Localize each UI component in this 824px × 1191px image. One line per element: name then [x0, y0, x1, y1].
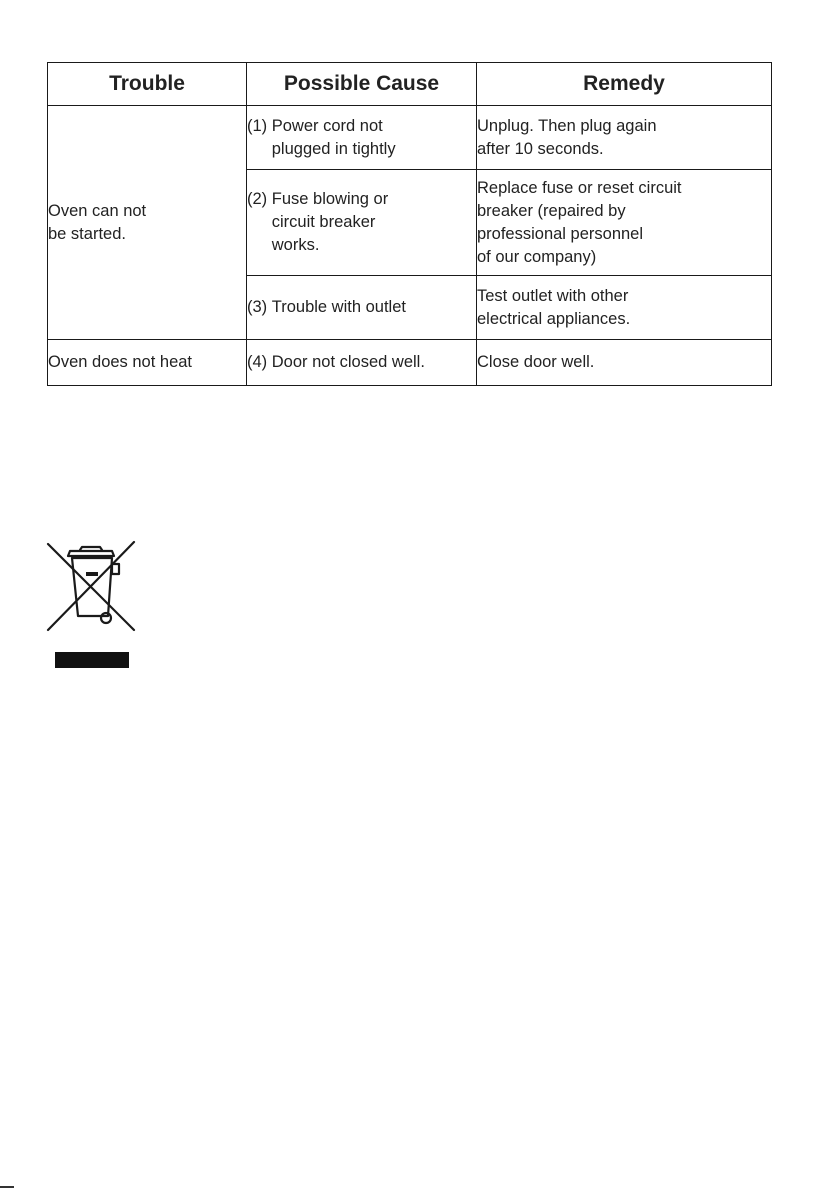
cause-cell — [247, 170, 477, 276]
header-possible-cause: Possible Cause — [247, 63, 477, 106]
remedy-text-line: after 10 seconds. — [477, 139, 604, 158]
trouble-text-line: be started. — [48, 224, 126, 243]
cause-cell — [247, 106, 477, 170]
cause-text-line: works. — [271, 236, 320, 254]
trouble-cell — [48, 106, 247, 340]
cause-number: (3) — [247, 298, 272, 316]
weee-underline-bar — [55, 652, 129, 668]
cause-text-line: Power cord not — [271, 116, 383, 135]
remedy-text-line: Replace fuse or reset circuit — [477, 178, 682, 197]
remedy-text-line: electrical appliances. — [477, 309, 631, 328]
cause-text-line: plugged in tightly — [271, 139, 396, 158]
crossed-out-wheelie-bin-icon — [40, 538, 140, 634]
cause-number: (4) — [247, 353, 272, 371]
cause-text-line: circuit breaker — [271, 213, 376, 231]
trouble-text-line: Oven can not — [48, 201, 147, 220]
remedy-cell — [477, 106, 772, 170]
cause-number: (2) — [247, 190, 272, 208]
remedy-text-line: professional personnel — [477, 224, 644, 243]
cause-text-line: Trouble with outlet — [271, 298, 406, 316]
header-remedy: Remedy — [477, 63, 772, 106]
cause-cell — [247, 340, 477, 386]
troubleshooting-table — [47, 62, 772, 386]
cause-number: (1) — [247, 116, 272, 135]
remedy-cell — [477, 170, 772, 276]
remedy-cell — [477, 276, 772, 340]
remedy-text-line: Close door well. — [477, 353, 595, 371]
table-row — [48, 340, 772, 386]
trouble-cell: Oven does not heat — [48, 340, 247, 386]
scan-mark — [0, 1186, 14, 1188]
remedy-cell — [477, 340, 772, 386]
cause-cell — [247, 276, 477, 340]
table-row — [48, 106, 772, 170]
table-header-row — [48, 63, 772, 106]
cause-text-line: Door not closed well. — [271, 353, 425, 371]
remedy-text-line: breaker (repaired by — [477, 201, 626, 220]
remedy-text-line: of our company) — [477, 247, 597, 266]
cause-text-line: Fuse blowing or — [271, 190, 389, 208]
remedy-text-line: Test outlet with other — [477, 286, 629, 305]
remedy-text-line: Unplug. Then plug again — [477, 116, 657, 135]
header-trouble: Trouble — [48, 63, 247, 106]
